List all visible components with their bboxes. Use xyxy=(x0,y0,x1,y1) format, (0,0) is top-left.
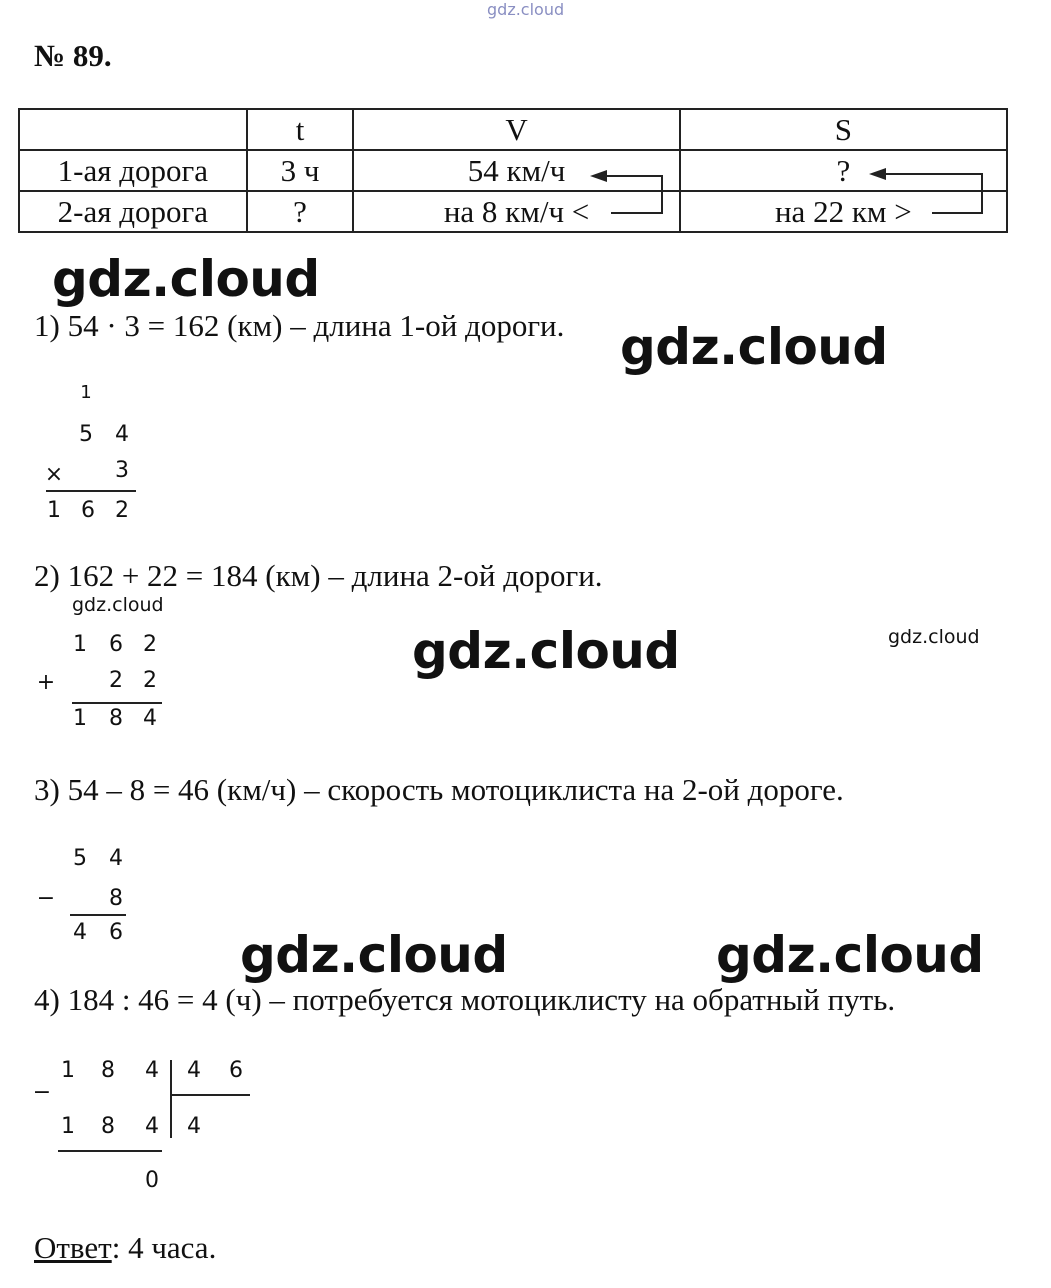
operator-sign: + xyxy=(36,670,56,695)
digit: 4 xyxy=(73,920,87,945)
watermark-small: gdz.cloud xyxy=(888,626,980,648)
table-cell: 2-ая дорога xyxy=(19,191,247,232)
division-bar xyxy=(170,1060,172,1138)
quotient-digit: 4 xyxy=(187,1114,201,1139)
table-cell: 54 км/ч xyxy=(353,150,679,191)
digit: 5 xyxy=(79,422,93,447)
watermark-large: gdz.cloud xyxy=(240,926,508,984)
long-division xyxy=(32,1058,268,1198)
digit: 1 xyxy=(73,706,87,731)
digit: 4 xyxy=(145,1114,159,1139)
digit: 1 xyxy=(73,632,87,657)
watermark-large: gdz.cloud xyxy=(716,926,984,984)
digit: 6 xyxy=(229,1058,243,1083)
watermark-top: gdz.cloud xyxy=(487,0,565,19)
column-subtraction xyxy=(34,846,144,956)
answer xyxy=(34,1230,216,1266)
table-cell: 3 ч xyxy=(247,150,354,191)
digit: 8 xyxy=(109,886,123,911)
operator-sign: − xyxy=(36,886,56,911)
sum-line xyxy=(46,490,136,492)
digit: 1 xyxy=(61,1114,75,1139)
carry-digit: 1 xyxy=(80,382,92,403)
answer-label: Ответ xyxy=(34,1230,112,1265)
solution-step-1: 1) 54 · 3 = 162 (км) – длина 1-ой дороги. xyxy=(34,308,565,343)
digit: 4 xyxy=(115,422,129,447)
digit: 8 xyxy=(101,1114,115,1139)
table-cell: ? xyxy=(680,150,1007,191)
digit: 4 xyxy=(143,706,157,731)
digit: 1 xyxy=(61,1058,75,1083)
table-cell: ? xyxy=(247,191,354,232)
watermark-large: gdz.cloud xyxy=(412,622,680,680)
digit: 8 xyxy=(109,706,123,731)
remainder-digit: 0 xyxy=(145,1168,159,1193)
digit: 1 xyxy=(47,498,61,523)
digit: 4 xyxy=(187,1058,201,1083)
remainder-line xyxy=(58,1150,162,1152)
sum-line xyxy=(72,702,162,704)
answer-text: : 4 часа. xyxy=(111,1230,217,1265)
divisor-line xyxy=(172,1094,250,1096)
problem-title: № 89. xyxy=(34,38,112,73)
watermark-small: gdz.cloud xyxy=(72,594,164,616)
table-cell: V xyxy=(353,109,679,150)
digit: 6 xyxy=(81,498,95,523)
digit: 2 xyxy=(115,498,129,523)
table-cell: t xyxy=(247,109,354,150)
digit: 6 xyxy=(109,632,123,657)
digit: 5 xyxy=(73,846,87,871)
solution-step-2: 2) 162 + 22 = 184 (км) – длина 2-ой дороги. xyxy=(34,558,603,593)
digit: 3 xyxy=(115,458,129,483)
table-cell: S xyxy=(680,109,1007,150)
column-multiplication xyxy=(40,382,150,532)
sum-line xyxy=(70,914,126,916)
solution-step-4: 4) 184 : 46 = 4 (ч) – потребуется мотоциклисту на обратный путь. xyxy=(34,982,896,1017)
column-addition xyxy=(34,632,174,742)
digit: 4 xyxy=(145,1058,159,1083)
digit: 8 xyxy=(101,1058,115,1083)
digit: 4 xyxy=(109,846,123,871)
table-cell: 1-ая дорога xyxy=(19,150,247,191)
digit: 2 xyxy=(143,668,157,693)
digit: 6 xyxy=(109,920,123,945)
comparison-arrows xyxy=(0,0,1051,260)
operator-sign: × xyxy=(44,462,64,487)
solution-step-3: 3) 54 – 8 = 46 (км/ч) – скорость мотоциклиста на 2-ой дороге. xyxy=(34,772,844,807)
operator-sign: − xyxy=(32,1080,52,1105)
digit: 2 xyxy=(109,668,123,693)
watermark-large: gdz.cloud xyxy=(620,318,888,376)
watermark-large: gdz.cloud xyxy=(52,250,320,308)
digit: 2 xyxy=(143,632,157,657)
table-cell: на 8 км/ч < xyxy=(353,191,679,232)
table-cell: на 22 км > xyxy=(680,191,1007,232)
